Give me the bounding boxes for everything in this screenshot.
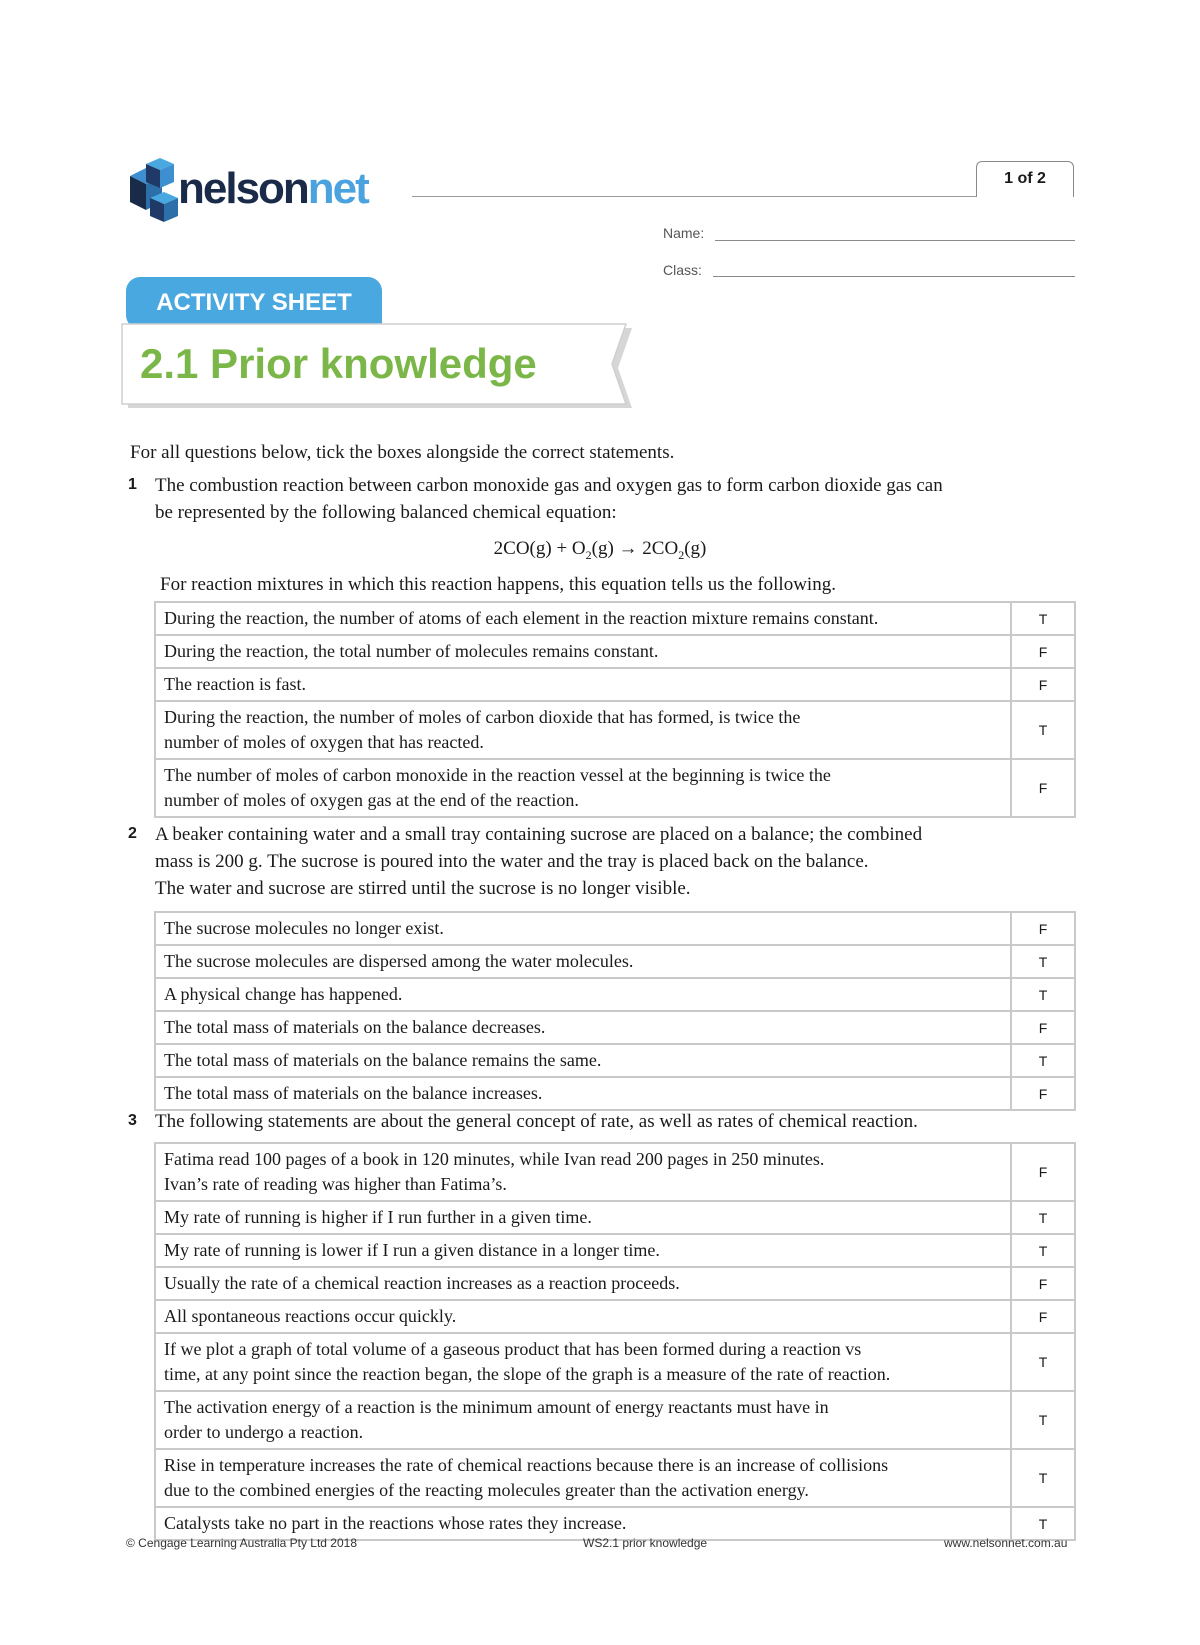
statement-text: due to the combined energies of the reacting molecules greater than the activation energy. xyxy=(164,1480,809,1500)
table-row xyxy=(155,635,1075,668)
statement-text: The total mass of materials on the balance remains the same. xyxy=(164,1050,602,1070)
equation-left: 2CO(g) + O xyxy=(493,538,586,559)
page-indicator: 1 of 2 xyxy=(976,161,1074,197)
statement-cell xyxy=(155,1234,1011,1267)
tick-box[interactable]: F xyxy=(1011,1300,1075,1333)
table-row xyxy=(155,701,1075,759)
table-row xyxy=(155,602,1075,635)
question-3-table xyxy=(154,1142,1076,1541)
tick-box[interactable]: T xyxy=(1011,978,1075,1011)
statement-text: During the reaction, the number of moles of carbon dioxide that has formed, is twice the xyxy=(164,707,801,727)
statement-cell xyxy=(155,912,1011,945)
question-3-text xyxy=(155,1108,1075,1135)
statement-text: Rise in temperature increases the rate of chemical reactions because there is an increase of collisions xyxy=(164,1455,889,1475)
logo-wordmark xyxy=(178,164,368,214)
tick-box[interactable]: F xyxy=(1011,1011,1075,1044)
statement-text: During the reaction, the number of atoms of each element in the reaction mixture remains constant. xyxy=(164,608,879,628)
question-2-line: The water and sucrose are stirred until the sucrose is no longer visible. xyxy=(155,878,691,899)
header-rule xyxy=(412,196,977,197)
table-row xyxy=(155,1234,1075,1267)
table-row xyxy=(155,1201,1075,1234)
statement-cell xyxy=(155,1300,1011,1333)
logo-text-accent: net xyxy=(307,164,368,213)
tick-box[interactable]: T xyxy=(1011,1333,1075,1391)
table-row xyxy=(155,1391,1075,1449)
statement-text: Ivan’s rate of reading was higher than Fatima’s. xyxy=(164,1174,507,1194)
table-row xyxy=(155,1044,1075,1077)
question-2-line: mass is 200 g. The sucrose is poured into the water and the tray is placed back on the balance. xyxy=(155,851,869,872)
tick-box[interactable]: F xyxy=(1011,912,1075,945)
statement-cell xyxy=(155,1077,1011,1110)
statement-text: Catalysts take no part in the reactions whose rates they increase. xyxy=(164,1513,627,1533)
statement-cell xyxy=(155,978,1011,1011)
tick-box[interactable]: F xyxy=(1011,635,1075,668)
tick-box[interactable]: F xyxy=(1011,759,1075,817)
instructions: For all questions below, tick the boxes alongside the correct statements. xyxy=(130,442,675,463)
table-row xyxy=(155,1300,1075,1333)
table-row xyxy=(155,912,1075,945)
tick-box[interactable]: T xyxy=(1011,1044,1075,1077)
cube-logo-icon xyxy=(126,158,180,224)
table-row xyxy=(155,1143,1075,1201)
question-2-table xyxy=(154,911,1076,1111)
statement-text: number of moles of oxygen that has reacted. xyxy=(164,732,484,752)
tick-box[interactable]: T xyxy=(1011,1507,1075,1540)
statement-cell xyxy=(155,1201,1011,1234)
tick-box[interactable]: T xyxy=(1011,602,1075,635)
table-row xyxy=(155,1077,1075,1110)
name-label: Name: xyxy=(663,225,705,241)
tick-box[interactable]: F xyxy=(1011,1077,1075,1110)
question-2-line: A beaker containing water and a small tray containing sucrose are placed on a balance; the combined xyxy=(155,824,923,845)
tick-box[interactable]: T xyxy=(1011,1449,1075,1507)
statement-text: The sucrose molecules no longer exist. xyxy=(164,918,444,938)
statement-cell xyxy=(155,1267,1011,1300)
table-row xyxy=(155,1267,1075,1300)
table-row xyxy=(155,945,1075,978)
statement-cell xyxy=(155,759,1011,817)
statement-text: number of moles of oxygen gas at the end of the reaction. xyxy=(164,790,579,810)
tick-box[interactable]: T xyxy=(1011,1391,1075,1449)
tick-box[interactable]: T xyxy=(1011,1201,1075,1234)
chemical-equation xyxy=(0,538,1200,563)
statement-cell xyxy=(155,1044,1011,1077)
tick-box[interactable]: T xyxy=(1011,1234,1075,1267)
statement-cell xyxy=(155,602,1011,635)
table-row xyxy=(155,1449,1075,1507)
statement-cell xyxy=(155,1449,1011,1507)
statement-text: Usually the rate of a chemical reaction increases as a reaction proceeds. xyxy=(164,1273,680,1293)
question-1-text xyxy=(155,472,1055,526)
question-2-text xyxy=(155,821,1055,902)
logo-text-main: nelson xyxy=(178,164,308,213)
question-1-line: The combustion reaction between carbon monoxide gas and oxygen gas to form carbon dioxide gas can xyxy=(155,475,943,496)
statement-cell xyxy=(155,1011,1011,1044)
statement-text: My rate of running is higher if I run further in a given time. xyxy=(164,1207,592,1227)
statement-text: My rate of running is lower if I run a given distance in a longer time. xyxy=(164,1240,660,1260)
equation-middle: (g) → 2CO xyxy=(591,538,679,559)
statement-text: The activation energy of a reaction is the minimum amount of energy reactants must have in xyxy=(164,1397,829,1417)
question-1-number: 1 xyxy=(128,476,137,493)
statement-text: The sucrose molecules are dispersed among the water molecules. xyxy=(164,951,634,971)
table-row xyxy=(155,668,1075,701)
statement-text: order to undergo a reaction. xyxy=(164,1422,364,1442)
table-row xyxy=(155,978,1075,1011)
activity-sheet-badge: ACTIVITY SHEET xyxy=(126,277,382,329)
question-3-number: 3 xyxy=(128,1112,137,1129)
statement-cell xyxy=(155,1333,1011,1391)
class-label: Class: xyxy=(663,262,702,278)
question-3-line: The following statements are about the general concept of rate, as well as rates of chemical reaction. xyxy=(155,1111,918,1132)
tick-box[interactable]: F xyxy=(1011,1143,1075,1201)
table-row xyxy=(155,759,1075,817)
name-field[interactable] xyxy=(715,240,1075,241)
table-row xyxy=(155,1011,1075,1044)
tick-box[interactable]: F xyxy=(1011,1267,1075,1300)
class-field[interactable] xyxy=(713,276,1075,277)
footer-copyright: © Cengage Learning Australia Pty Ltd 2018 xyxy=(126,1536,357,1550)
tick-box[interactable]: F xyxy=(1011,668,1075,701)
question-1-line: be represented by the following balanced chemical equation: xyxy=(155,502,617,523)
question-2-number: 2 xyxy=(128,825,137,842)
title-panel xyxy=(120,322,640,414)
statement-text: If we plot a graph of total volume of a gaseous product that has been formed during a reaction vs xyxy=(164,1339,862,1359)
tick-box[interactable]: T xyxy=(1011,701,1075,759)
statement-cell xyxy=(155,635,1011,668)
statement-cell xyxy=(155,945,1011,978)
page-title: 2.1 Prior knowledge xyxy=(140,340,537,387)
footer-worksheet: WS2.1 prior knowledge xyxy=(583,1536,708,1550)
equation-subscript: 2 xyxy=(678,547,685,562)
statement-text: The total mass of materials on the balance decreases. xyxy=(164,1017,546,1037)
statement-text: The total mass of materials on the balance increases. xyxy=(164,1083,543,1103)
statement-text: During the reaction, the total number of molecules remains constant. xyxy=(164,641,659,661)
statement-text: The reaction is fast. xyxy=(164,674,306,694)
tick-box[interactable]: T xyxy=(1011,945,1075,978)
statement-cell xyxy=(155,1391,1011,1449)
table-row xyxy=(155,1333,1075,1391)
equation-right: (g) xyxy=(684,538,707,559)
question-1-followup: For reaction mixtures in which this reaction happens, this equation tells us the following. xyxy=(160,574,836,595)
statement-text: time, at any point since the reaction began, the slope of the graph is a measure of the rate of reaction. xyxy=(164,1364,891,1384)
equation-subscript: 2 xyxy=(585,547,592,562)
statement-text: The number of moles of carbon monoxide in the reaction vessel at the beginning is twice the xyxy=(164,765,831,785)
footer-website[interactable]: www.nelsonnet.com.au xyxy=(944,1536,1068,1550)
statement-cell xyxy=(155,1143,1011,1201)
statement-cell xyxy=(155,668,1011,701)
statement-text: All spontaneous reactions occur quickly. xyxy=(164,1306,457,1326)
question-1-table xyxy=(154,601,1076,818)
statement-text: A physical change has happened. xyxy=(164,984,403,1004)
statement-cell xyxy=(155,701,1011,759)
nelsonnet-logo xyxy=(126,158,416,224)
statement-text: Fatima read 100 pages of a book in 120 minutes, while Ivan read 200 pages in 250 minutes. xyxy=(164,1149,825,1169)
